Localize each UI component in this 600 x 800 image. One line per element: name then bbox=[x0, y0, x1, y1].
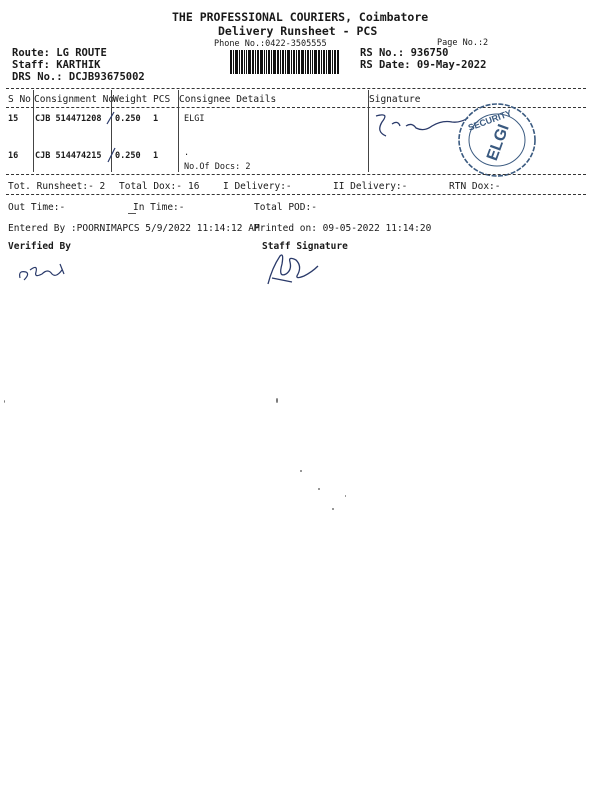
col-line bbox=[178, 90, 179, 172]
drs-number: DRS No.: DCJB93675002 bbox=[12, 71, 145, 83]
total-dox-label: Total Dox:- bbox=[119, 181, 182, 192]
scan-speck bbox=[276, 398, 278, 403]
second-delivery: II Delivery:- bbox=[333, 181, 408, 192]
company-stamp bbox=[455, 100, 539, 180]
col-consignment: Consignment No bbox=[34, 94, 115, 105]
row-sno: 15 bbox=[8, 114, 19, 124]
scan-speck bbox=[318, 488, 320, 490]
stamp-top-text: SECURITY bbox=[466, 107, 513, 133]
underline-mark bbox=[128, 213, 136, 214]
scan-speck bbox=[4, 400, 5, 403]
row-weight: 0.250 bbox=[115, 114, 141, 124]
divider-bottom bbox=[6, 174, 586, 175]
row-pcs: 1 bbox=[153, 114, 159, 124]
rs-date: RS Date: 09-May-2022 bbox=[360, 59, 487, 71]
row-consignee: ELGI bbox=[184, 114, 205, 124]
out-time: Out Time:- bbox=[8, 202, 66, 213]
return-dox: RTN Dox:- bbox=[449, 181, 501, 192]
row-consignee: . bbox=[184, 148, 190, 158]
divider-top bbox=[6, 88, 586, 89]
col-line bbox=[368, 90, 369, 172]
entered-by: Entered By :POORNIMAPCS 5/9/2022 11:14:12 AM bbox=[8, 223, 260, 234]
total-dox-value: 16 bbox=[188, 181, 200, 192]
page-number: Page No.:2 bbox=[437, 38, 489, 48]
staff-signature bbox=[262, 248, 322, 290]
total-runsheet: Tot. Runsheet:- 2 bbox=[8, 181, 106, 192]
scan-speck bbox=[300, 470, 302, 472]
scan-speck bbox=[345, 495, 346, 497]
first-delivery: I Delivery:- bbox=[223, 181, 292, 192]
divider-totals bbox=[6, 194, 586, 195]
row-pcs: 1 bbox=[153, 151, 159, 161]
scan-speck bbox=[332, 508, 334, 510]
in-time: In Time:- bbox=[133, 202, 185, 213]
col-line bbox=[33, 90, 34, 172]
verified-by-label: Verified By bbox=[8, 241, 71, 252]
staff-signature-label: Staff Signature bbox=[262, 241, 348, 252]
row-weight: 0.250 bbox=[115, 151, 141, 161]
stamp-center-text: ELGI bbox=[484, 122, 513, 163]
company-name: THE PROFESSIONAL COURIERS, Coimbatore bbox=[172, 10, 429, 24]
row-docs-count: No.Of Docs: 2 bbox=[184, 162, 251, 172]
col-pcs: PCS bbox=[153, 94, 171, 105]
total-pod: Total POD:- bbox=[254, 202, 317, 213]
staff-label: Staff: KARTHIK bbox=[12, 59, 101, 71]
row-sno: 16 bbox=[8, 151, 19, 161]
printed-on: Printed on: 09-05-2022 11:14:20 bbox=[254, 223, 432, 234]
barcode bbox=[230, 50, 356, 74]
rs-number: RS No.: 936750 bbox=[360, 47, 449, 59]
row-consignment: CJB 514474215 bbox=[35, 151, 102, 161]
verifier-signature bbox=[16, 256, 72, 284]
check-marks bbox=[104, 110, 118, 170]
col-signature: Signature bbox=[369, 94, 421, 105]
col-weight: Weight bbox=[113, 94, 148, 105]
row-consignment: CJB 514471208 bbox=[35, 114, 102, 124]
col-consignee: Consignee Details bbox=[179, 94, 277, 105]
runsheet-title: Delivery Runsheet - PCS bbox=[218, 24, 378, 38]
phone-number: Phone No.:0422-3505555 bbox=[214, 39, 327, 49]
col-sno: S No bbox=[8, 94, 31, 105]
route-label: Route: LG ROUTE bbox=[12, 47, 107, 59]
